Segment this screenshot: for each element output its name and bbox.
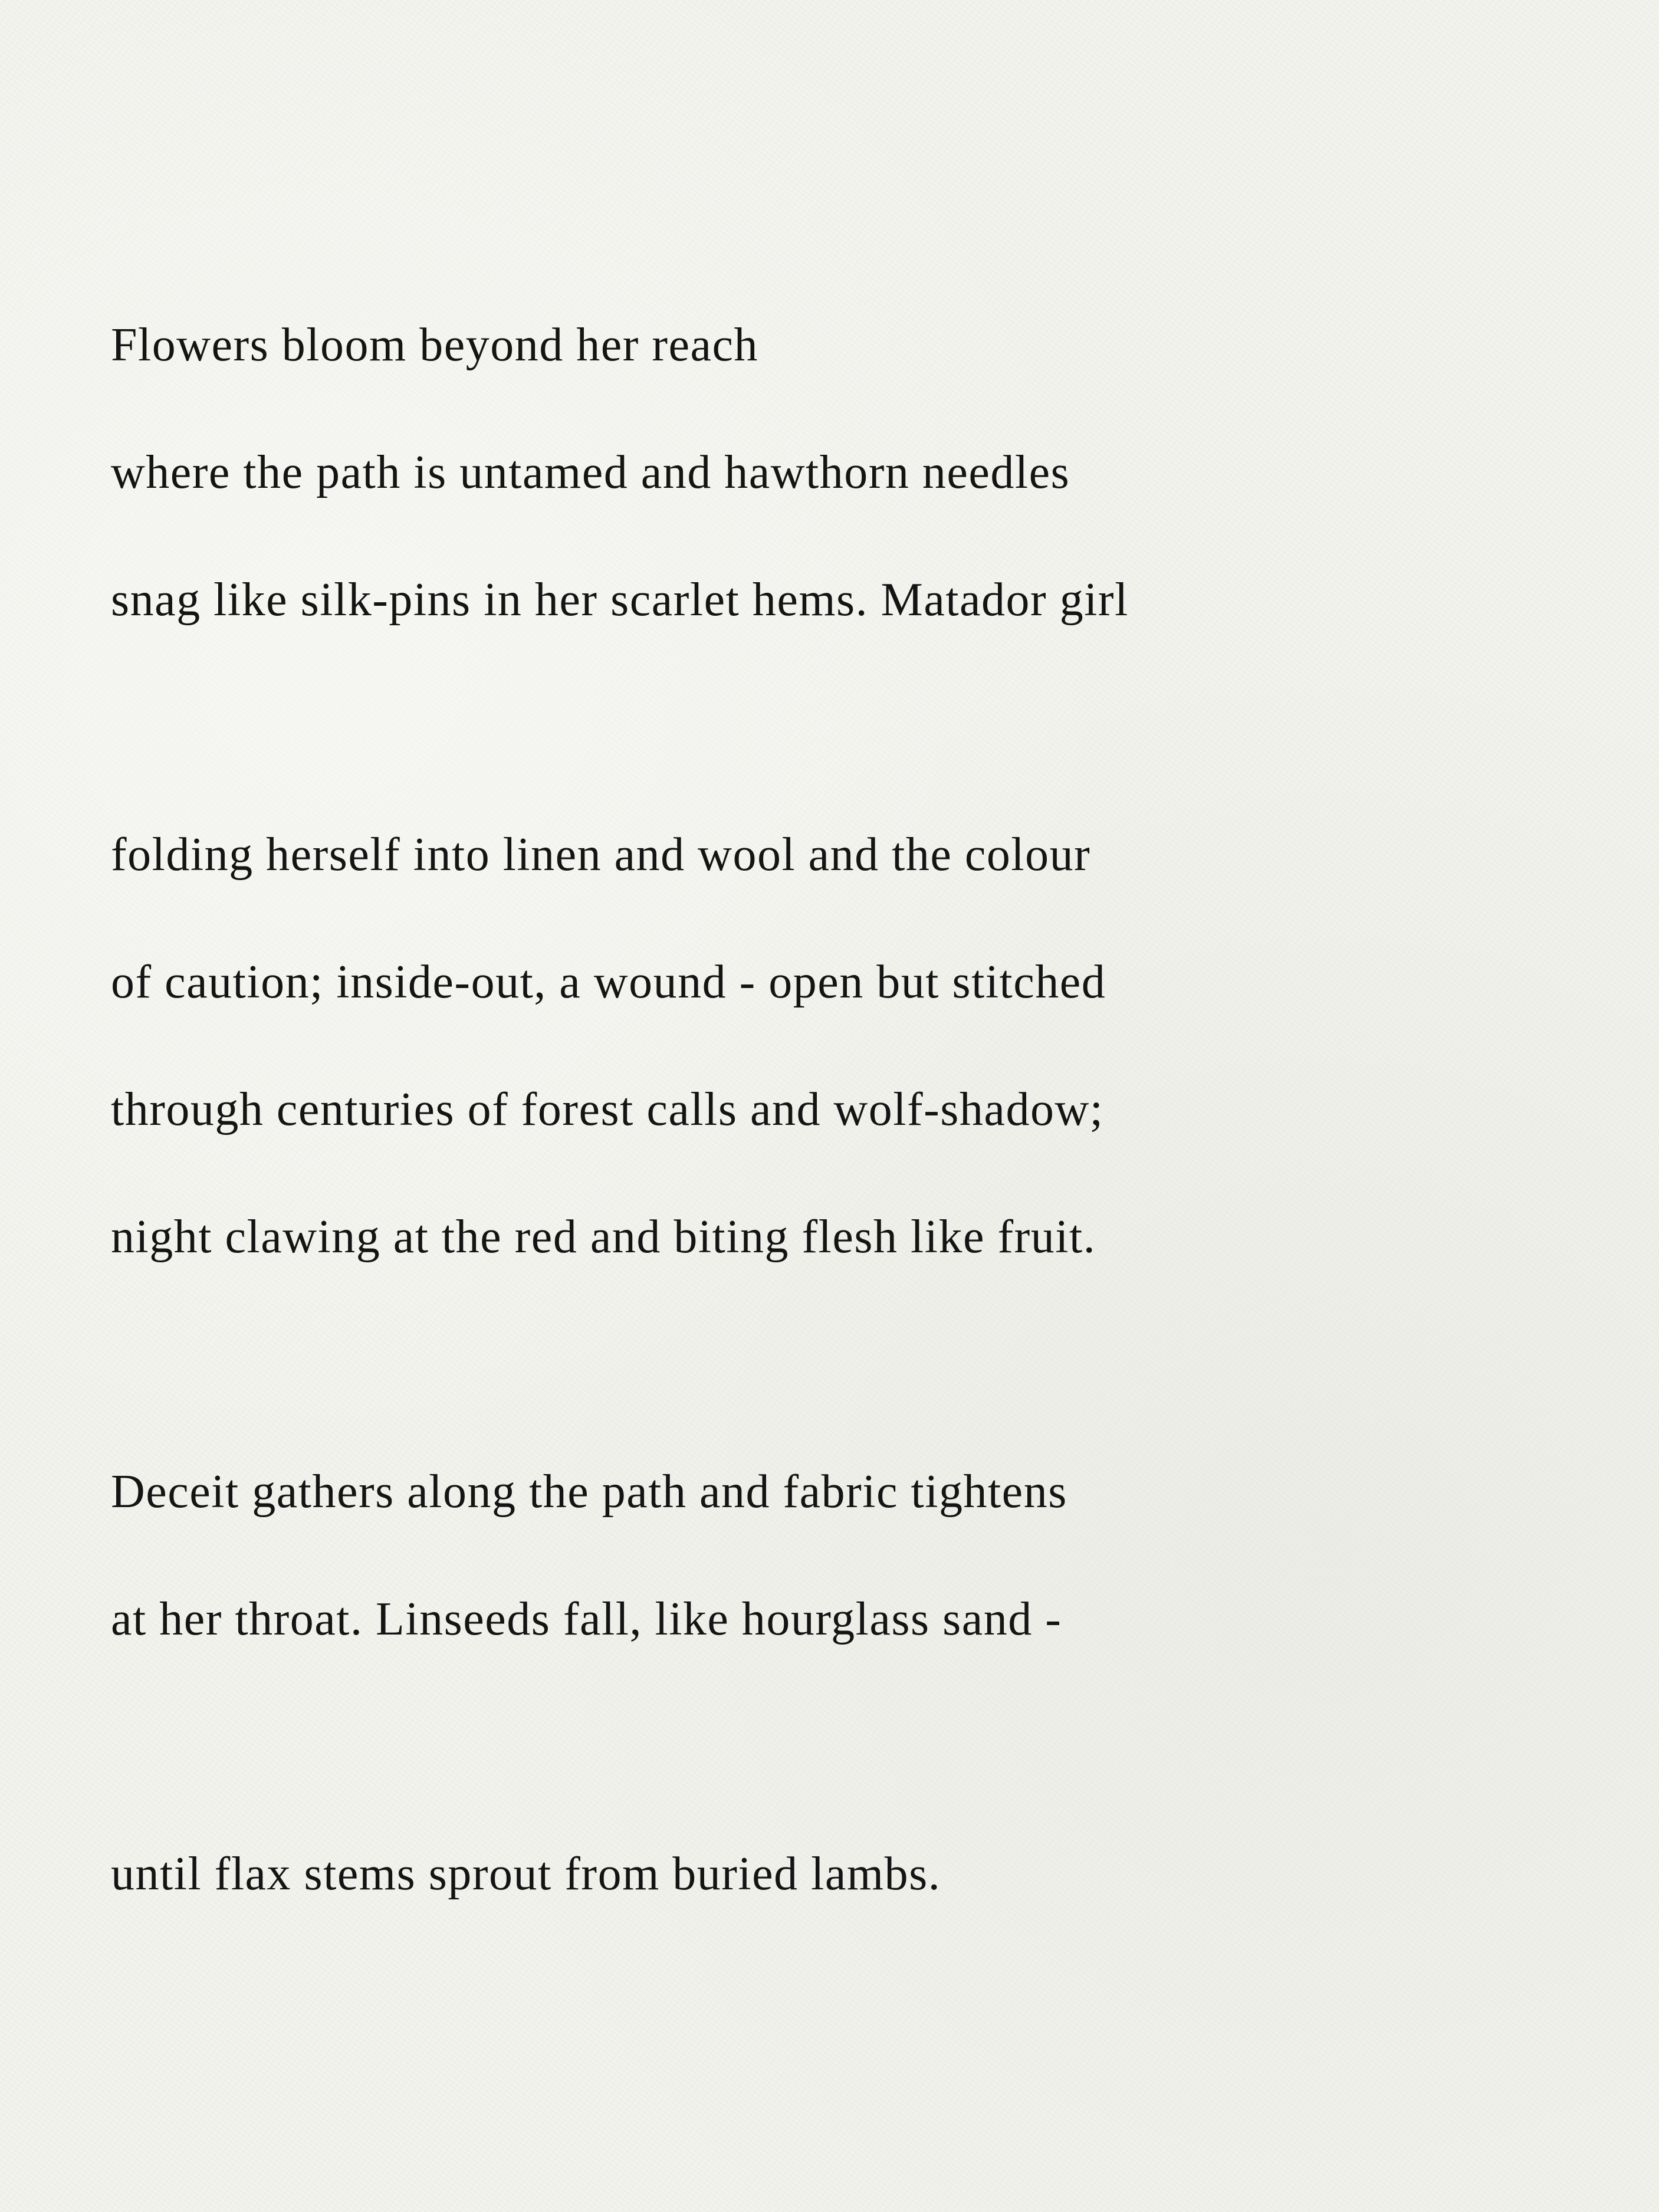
stanza-3 [111, 1462, 1609, 1717]
poem-line: snag like silk-pins in her scarlet hems. Matador girl [111, 574, 1129, 626]
poem-line: night clawing at the red and biting flesh like fruit. [111, 1211, 1096, 1263]
stanza-1 [111, 316, 1609, 698]
poem-line: of caution; inside-out, a wound - open but stitched [111, 956, 1106, 1008]
poem-body [111, 316, 1609, 1972]
stanza-2 [111, 825, 1609, 1335]
poem-line: until flax stems sprout from buried lambs. [111, 1848, 941, 1900]
stanza-break [111, 1335, 1609, 1462]
stanza-4 [111, 1845, 1609, 1972]
poem-line: Deceit gathers along the path and fabric tightens [111, 1466, 1067, 1518]
stanza-break [111, 698, 1609, 825]
poem-line: folding herself into linen and wool and the colour [111, 829, 1091, 881]
poem-line: Flowers bloom beyond her reach [111, 319, 759, 371]
stanza-break [111, 1717, 1609, 1845]
poem-line: where the path is untamed and hawthorn needles [111, 447, 1070, 498]
poem-line: at her throat. Linseeds fall, like hourglass sand - [111, 1593, 1062, 1645]
poem-line: through centuries of forest calls and wolf-shadow; [111, 1084, 1104, 1135]
